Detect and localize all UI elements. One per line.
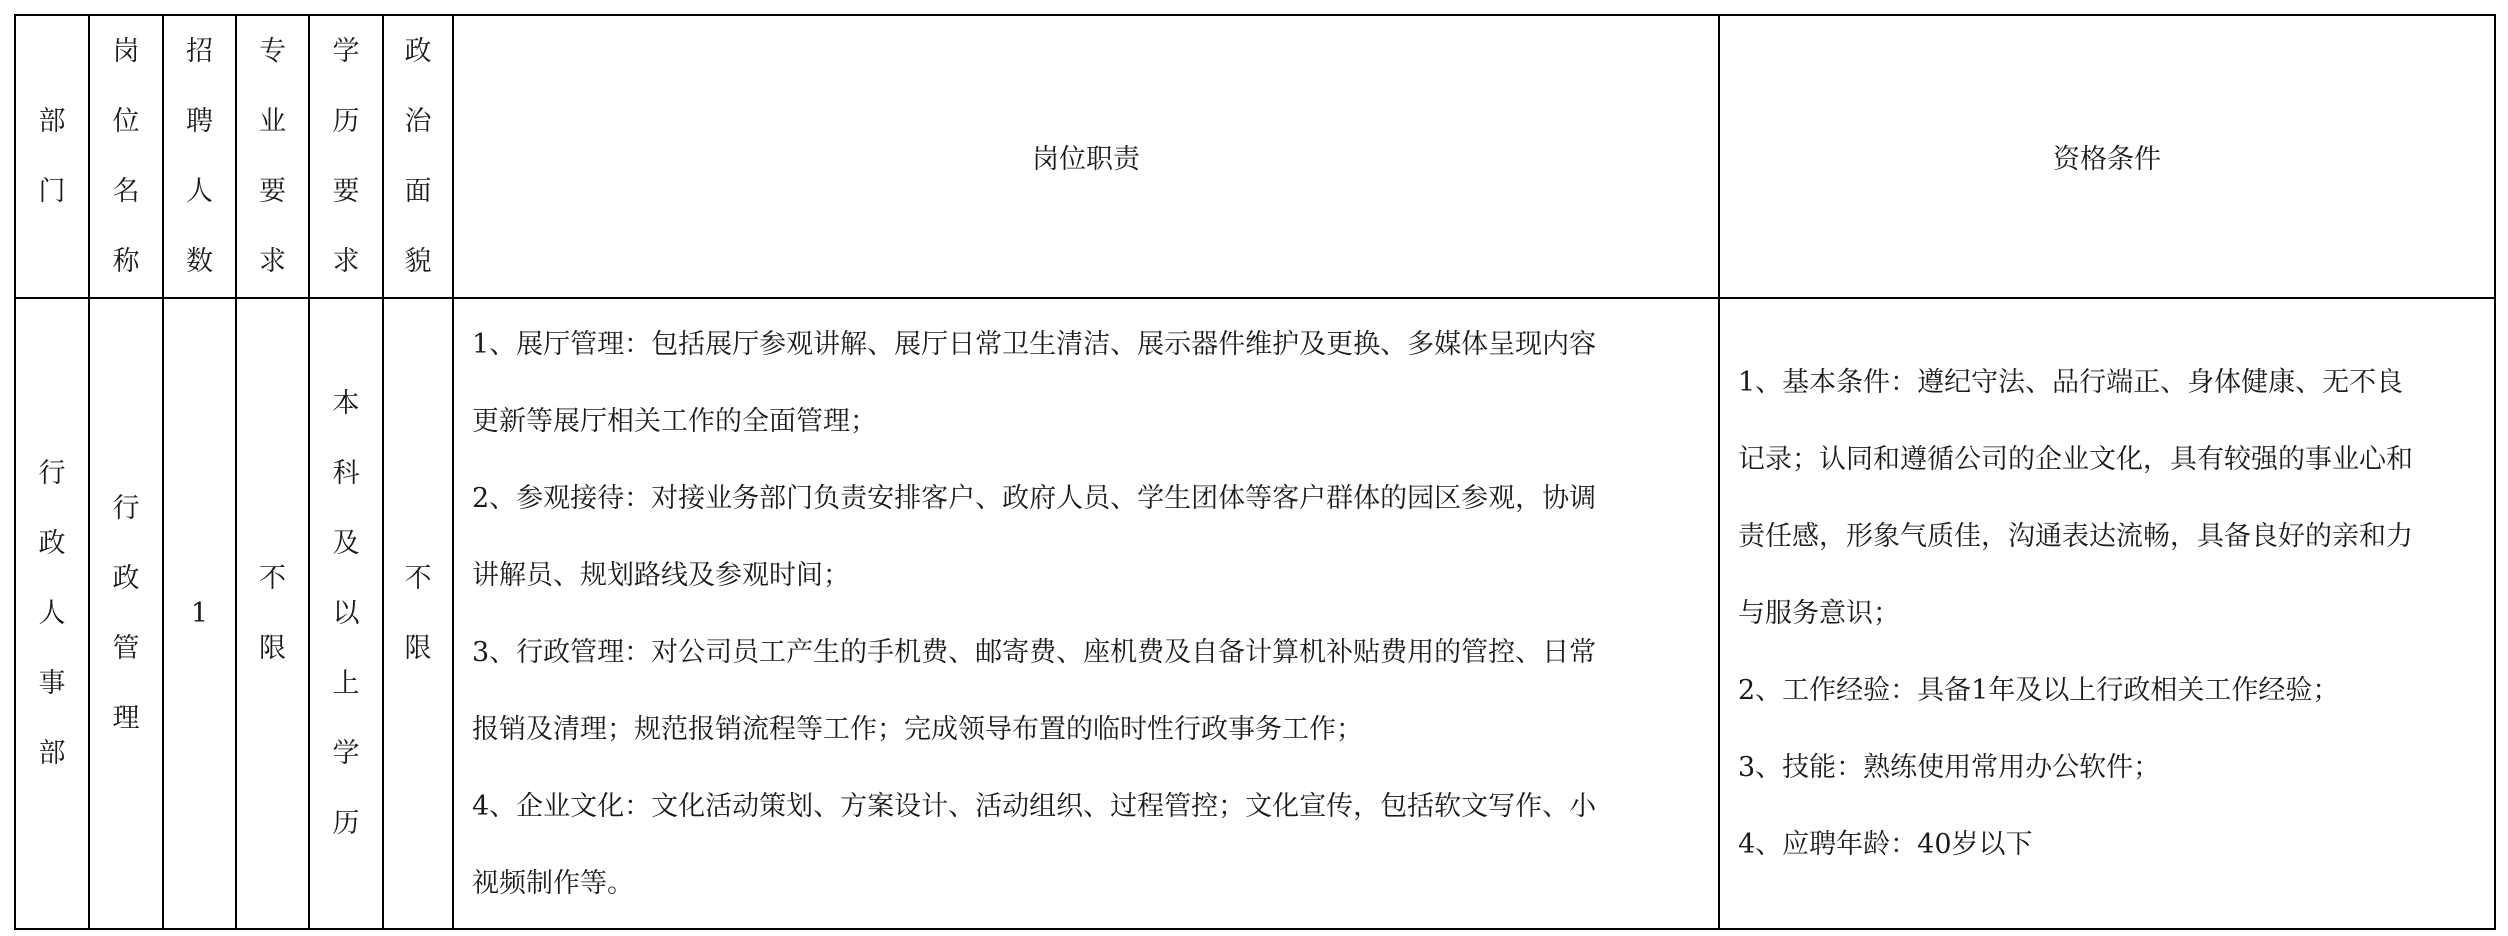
vertical-char: 业	[259, 105, 286, 137]
vertical-char: 政	[112, 562, 140, 594]
job-row	[15, 298, 2495, 929]
vertical-char: 要	[332, 175, 360, 207]
qualifications-line: 4、应聘年龄：40岁以下	[1738, 829, 2033, 860]
cell-headcount: 1	[163, 298, 236, 929]
qualifications-line: 2、工作经验：具备1年及以上行政相关工作经验；	[1738, 675, 2340, 706]
vertical-char: 貌	[404, 245, 432, 277]
vertical-char: 管	[112, 632, 140, 664]
vertical-char: 聘	[186, 105, 213, 137]
vertical-char: 政	[38, 527, 66, 559]
vertical-char: 理	[112, 702, 140, 734]
vertical-char: 不	[404, 562, 432, 594]
vertical-char: 历	[332, 807, 360, 839]
vertical-char: 及	[332, 527, 360, 559]
vertical-char: 岗	[112, 35, 140, 67]
vertical-text	[16, 16, 88, 297]
vertical-char: 政	[404, 35, 432, 67]
header-education	[309, 15, 383, 298]
vertical-char: 事	[38, 667, 66, 699]
vertical-text	[16, 299, 88, 928]
vertical-char: 上	[332, 667, 360, 699]
duties-line: 视频制作等。	[472, 867, 634, 899]
cell-education	[309, 298, 383, 929]
qualifications-line: 3、技能：熟练使用常用办公软件；	[1738, 752, 2161, 783]
duties-lines	[472, 306, 1696, 922]
vertical-char: 学	[332, 35, 360, 67]
vertical-char: 部	[38, 105, 66, 137]
cell-political	[383, 298, 453, 929]
vertical-char: 行	[112, 492, 140, 524]
vertical-char: 要	[259, 175, 286, 207]
vertical-char: 专	[259, 35, 286, 67]
qualifications-line: 记录；认同和遵循公司的企业文化，具有较强的事业心和	[1738, 444, 2413, 475]
vertical-text	[164, 16, 235, 297]
vertical-text	[384, 299, 452, 928]
vertical-char: 求	[259, 245, 286, 277]
vertical-char: 人	[186, 175, 213, 207]
vertical-char: 不	[259, 562, 286, 594]
vertical-text	[90, 299, 162, 928]
vertical-text	[310, 16, 382, 297]
vertical-char: 称	[112, 245, 140, 277]
header-position-name	[89, 15, 163, 298]
vertical-char: 招	[186, 35, 213, 67]
vertical-text	[310, 299, 382, 928]
cell-position-name	[89, 298, 163, 929]
header-headcount	[163, 15, 236, 298]
duties-line: 2、参观接待：对接业务部门负责安排客户、政府人员、学生团体等客户群体的园区参观，协调	[472, 482, 1597, 514]
vertical-char: 本	[332, 387, 360, 419]
duties-line: 4、企业文化：文化活动策划、方案设计、活动组织、过程管控；文化宣传，包括软文写作、小	[472, 790, 1597, 822]
vertical-char: 以	[332, 597, 360, 629]
vertical-char: 求	[332, 245, 360, 277]
vertical-char: 名	[112, 175, 140, 207]
vertical-char: 行	[38, 457, 66, 489]
vertical-char: 治	[404, 105, 432, 137]
vertical-text	[237, 16, 308, 297]
vertical-char: 限	[259, 632, 286, 664]
cell-qualifications	[1719, 298, 2495, 929]
duties-line: 1、展厅管理：包括展厅参观讲解、展厅日常卫生清洁、展示器件维护及更换、多媒体呈现内容	[472, 328, 1597, 360]
header-row	[15, 15, 2495, 298]
vertical-char: 部	[38, 737, 66, 769]
vertical-char: 人	[38, 597, 66, 629]
vertical-char: 科	[332, 457, 360, 489]
header-qualifications: 资格条件	[1719, 15, 2495, 298]
recruitment-table	[14, 14, 2496, 930]
vertical-text	[90, 16, 162, 297]
header-duties: 岗位职责	[453, 15, 1719, 298]
header-political	[383, 15, 453, 298]
qualifications-line: 与服务意识；	[1738, 598, 1900, 629]
vertical-text	[237, 299, 308, 928]
cell-major	[236, 298, 309, 929]
cell-dept	[15, 298, 89, 929]
qualifications-line: 责任感，形象气质佳，沟通表达流畅，具备良好的亲和力	[1738, 521, 2413, 552]
vertical-char: 数	[186, 245, 213, 277]
duties-line: 更新等展厅相关工作的全面管理；	[472, 405, 877, 437]
vertical-char: 学	[332, 737, 360, 769]
duties-line: 报销及清理；规范报销流程等工作；完成领导布置的临时性行政事务工作；	[472, 713, 1363, 745]
header-dept	[15, 15, 89, 298]
vertical-char: 历	[332, 105, 360, 137]
duties-line: 3、行政管理：对公司员工产生的手机费、邮寄费、座机费及自备计算机补贴费用的管控、日常	[472, 636, 1597, 668]
duties-line: 讲解员、规划路线及参观时间；	[472, 559, 850, 591]
qualifications-line: 1、基本条件：遵纪守法、品行端正、身体健康、无不良	[1738, 367, 2404, 398]
vertical-char: 门	[38, 175, 66, 207]
vertical-char: 限	[404, 632, 432, 664]
vertical-char: 面	[404, 175, 432, 207]
vertical-char: 位	[112, 105, 140, 137]
header-major	[236, 15, 309, 298]
qualifications-lines	[1738, 344, 2472, 883]
vertical-text	[384, 16, 452, 297]
cell-duties	[453, 298, 1719, 929]
